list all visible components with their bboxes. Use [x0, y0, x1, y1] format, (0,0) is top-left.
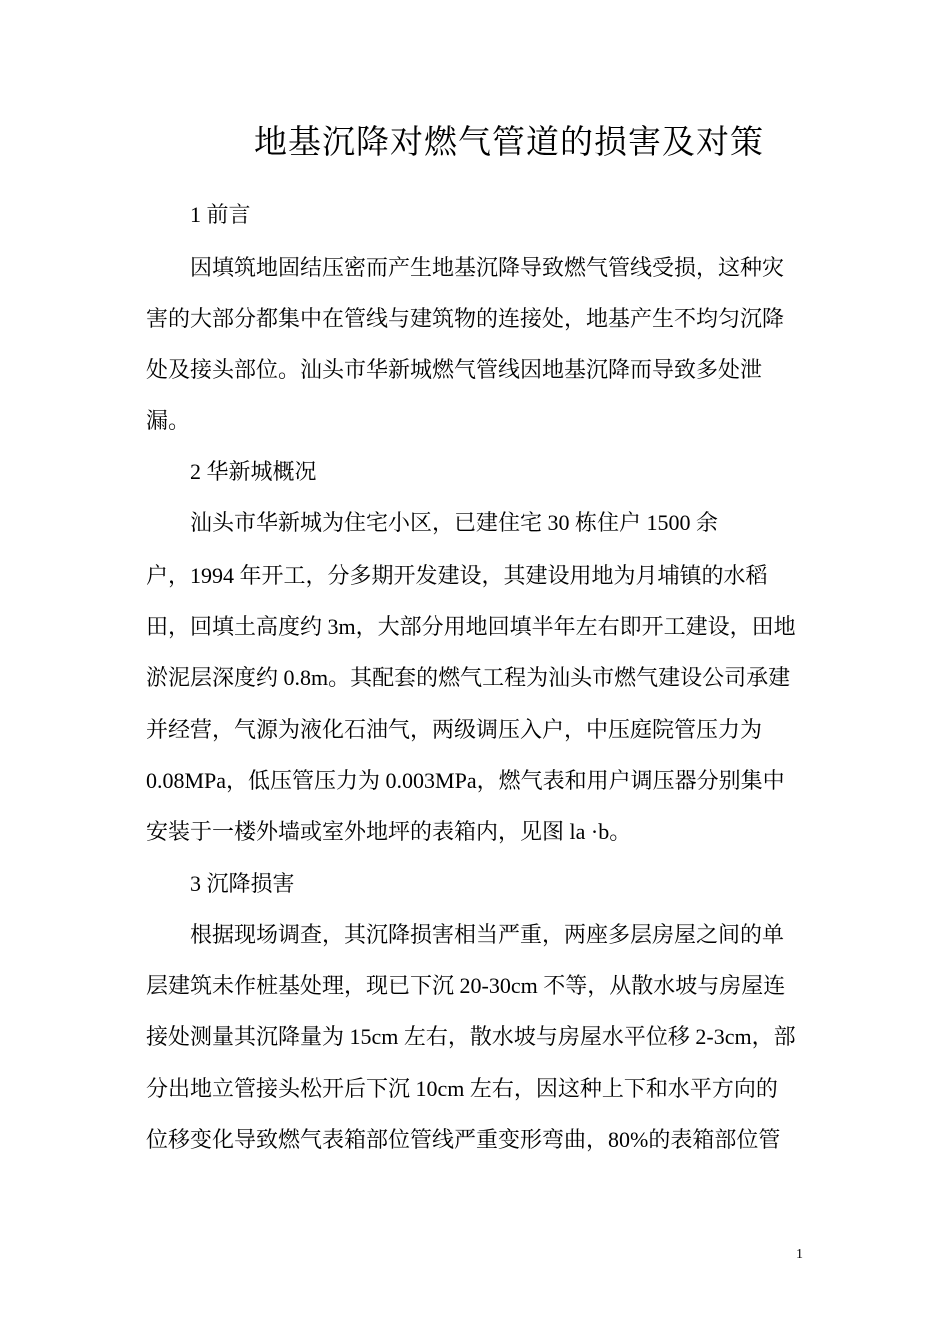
paragraph-line: 安装于一楼外墙或室外地坪的表箱内，见图 la ·b。 — [146, 819, 632, 844]
paragraph-line: 漏。 — [146, 408, 191, 433]
document-title: 地基沉降对燃气管道的损害及对策 — [254, 125, 764, 161]
page-number: 1 — [796, 1247, 803, 1262]
paragraph-line: 根据现场调查，其沉降损害相当严重，两座多层房屋之间的单 — [190, 922, 785, 947]
section-heading-1: 1 前言 — [190, 202, 251, 227]
paragraph-line: 淤泥层深度约 0.8m。其配套的燃气工程为汕头市燃气建设公司承建 — [146, 665, 791, 690]
paragraph-line: 层建筑未作桩基处理，现已下沉 20-30cm 不等，从散水坡与房屋连 — [146, 973, 786, 998]
paragraph-line: 田，回填土高度约 3m，大部分用地回填半年左右即开工建设，田地 — [146, 614, 796, 639]
paragraph-line: 分出地立管接头松开后下沉 10cm 左右，因这种上下和水平方向的 — [146, 1076, 778, 1101]
section-heading-2: 2 华新城概况 — [190, 459, 317, 484]
paragraph-line: 处及接头部位。汕头市华新城燃气管线因地基沉降而导致多处泄 — [146, 357, 763, 382]
paragraph-line: 汕头市华新城为住宅小区，已建住宅 30 栋住户 1500 余 — [190, 510, 719, 535]
paragraph-line: 户，1994 年开工，分多期开发建设，其建设用地为月埔镇的水稻 — [146, 563, 768, 588]
paragraph-line: 0.08MPa，低压管压力为 0.003MPa，燃气表和用户调压器分别集中 — [146, 768, 785, 793]
paragraph-line: 接处测量其沉降量为 15cm 左右，散水坡与房屋水平位移 2-3cm，部 — [146, 1024, 796, 1049]
paragraph-line: 因填筑地固结压密而产生地基沉降导致燃气管线受损，这种灾 — [190, 255, 785, 280]
paragraph-line: 位移变化导致燃气表箱部位管线严重变形弯曲，80%的表箱部位管 — [146, 1127, 781, 1152]
paragraph-line: 害的大部分都集中在管线与建筑物的连接处，地基产生不均匀沉降 — [146, 306, 785, 331]
paragraph-line: 并经营，气源为液化石油气，两级调压入户，中压庭院管压力为 — [146, 717, 763, 742]
section-heading-3: 3 沉降损害 — [190, 871, 295, 896]
